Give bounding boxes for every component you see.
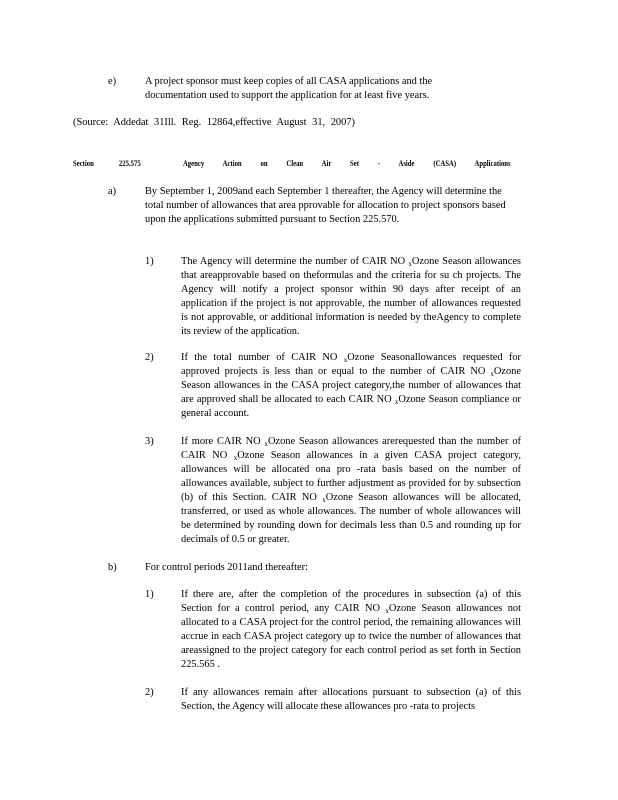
a-item-2-label: 2) [145, 352, 154, 363]
item-e-text: A project sponsor must keep copies of all CASA applications and the documentation used to support the application for at least five years. [145, 76, 433, 101]
a-item-1-text: The Agency will determine the number of CAIR NO $_x$Ozone Season allowances that areapprovable based on theformulas and the criteria for su ch projects. The Agency will notify a project sponsor within 90 days after receipt of an application if the project is not approvable, the number of allowances requested is not approvable, or additional information is needed by theAgency to complete its review of the application. [181, 256, 521, 337]
a-item-1-label: 1) [145, 256, 154, 267]
section-title: Agency Action on Clean Air Set - Aside (CASA) Applications [182, 158, 511, 168]
a-item-3-text: If more CAIR NO $_x$Ozone Season allowances arerequested than the number of CAIR NO $_x$Ozone Season allowances in a given CASA project category, allowances will be allocated ona pro -rata basis based on the number of allowances available, subject to further adjustment as provided for by subsection (b) of this Section. CAIR NO $_x$Ozone Season allowances will be allocated, transferred, or used as whole allowances. The number of whole allowances will be determined by rounding down for decimals less than 0.5 and rounding up for decimals of 0.5 or greater. [181, 436, 521, 545]
a-item-2-text: If the total number of CAIR NO $_x$Ozone Seasonallowances requested for approved projects is less than or equal to the number of CAIR NO $_x$Ozone Season allowances in the CASA project category,the number of allowances that are approved shall be allocated to each CAIR NO $_x$Ozone Season compliance or general account. [181, 352, 521, 419]
item-e-label: e) [108, 76, 117, 87]
subsection-a-text: By September 1, 2009and each September 1 thereafter, the Agency will determine the total number of allowances that area pprovable for allocation to project sponsors based upon the applications submitted pursuant to Section 225.570. [145, 186, 506, 225]
section-word: Section [73, 158, 94, 168]
a-item-3-label: 3) [145, 436, 154, 447]
subsection-b-label: b) [108, 562, 117, 573]
section-number: 225.575 [118, 158, 141, 168]
b-item-1-label: 1) [145, 589, 154, 600]
source-note: (Source: Addedat 31Ill. Reg. 12864,effective August 31, 2007) [73, 117, 355, 128]
b-item-1-text: If there are, after the completion of the procedures in subsection (a) of this Section for a control period, any CAIR NO $_x$Ozone Season allowances not allocated to a CASA project for the control period, the remaining allowances will accrue in each CASA project category up to twice the number of allowances that areassigned to the project category for each control period as set forth in Section 225.565 . [181, 589, 521, 670]
subsection-b-text: For control periods 2011and thereafter: [145, 562, 308, 573]
section-heading [73, 156, 511, 170]
b-item-2-text: If any allowances remain after allocations pursuant to subsection (a) of this Section, the Agency will allocate these allowances pro -rata to projects [181, 687, 521, 712]
b-item-2-label: 2) [145, 687, 154, 698]
subsection-a-label: a) [108, 186, 117, 197]
